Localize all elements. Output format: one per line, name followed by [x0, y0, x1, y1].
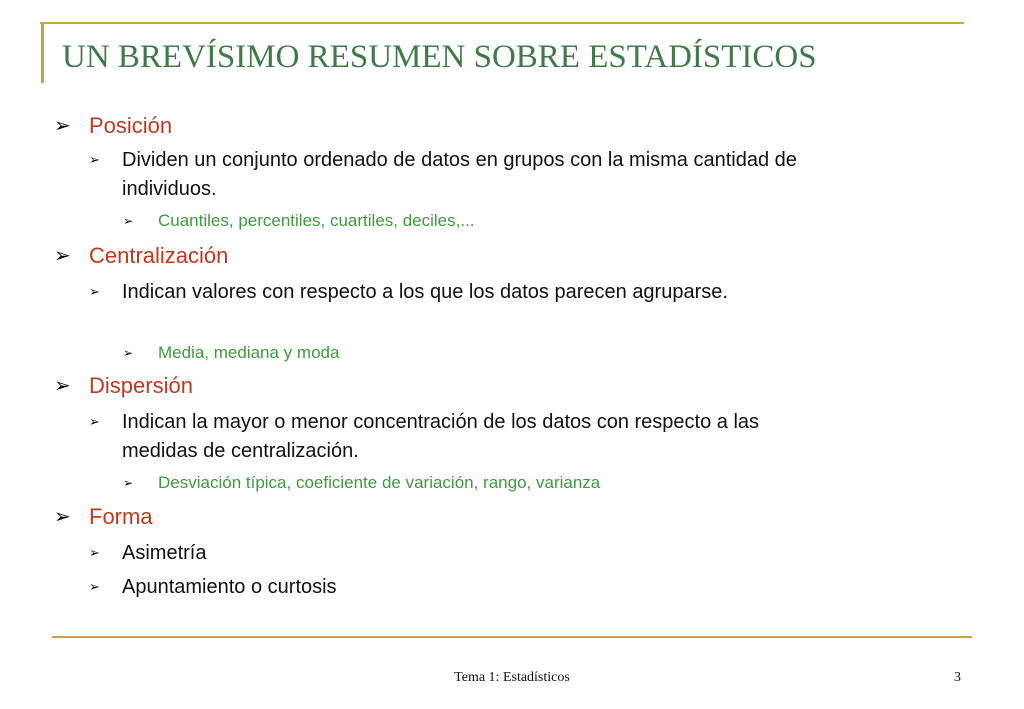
- item-text: Indican la mayor o menor concentración de los datos con respecto a las medidas de centralización.: [122, 411, 760, 462]
- section-label: Posición: [89, 113, 173, 138]
- arrow-bullet-icon: ➢: [54, 506, 71, 528]
- small-arrow-bullet-icon: ➢: [89, 414, 100, 429]
- section-heading: [54, 503, 954, 533]
- small-arrow-bullet-icon: ➢: [89, 545, 100, 560]
- item-text: Indican valores con respecto a los que los datos parecen agruparse.: [122, 281, 728, 303]
- sub-item-text: Cuantiles, percentiles, cuartiles, deciles,...: [158, 211, 475, 230]
- sub-item-text: Media, mediana y moda: [158, 343, 340, 362]
- arrow-bullet-icon: ➢: [54, 115, 71, 137]
- section-posicion: [54, 112, 954, 230]
- section-label: Centralización: [89, 243, 229, 268]
- section-heading: [54, 112, 954, 142]
- left-rule: [41, 22, 44, 83]
- arrow-bullet-icon: ➢: [54, 375, 71, 397]
- slide-title: UN BREVÍSIMO RESUMEN SOBRE ESTADÍSTICOS: [62, 39, 817, 75]
- section-label: Dispersión: [89, 373, 193, 398]
- small-arrow-bullet-icon: ➢: [123, 214, 134, 228]
- section-label: Forma: [89, 504, 153, 529]
- arrow-bullet-icon: ➢: [54, 245, 71, 267]
- section-heading: [54, 242, 954, 272]
- small-arrow-bullet-icon: ➢: [89, 579, 100, 594]
- small-arrow-bullet-icon: ➢: [123, 476, 134, 490]
- page-number: 3: [954, 670, 961, 685]
- section-dispersion: [54, 372, 954, 492]
- item-text: Apuntamiento o curtosis: [122, 576, 337, 598]
- section-heading: [54, 372, 954, 402]
- small-arrow-bullet-icon: ➢: [89, 284, 100, 299]
- small-arrow-bullet-icon: ➢: [123, 346, 134, 360]
- item-text: Asimetría: [122, 542, 207, 564]
- small-arrow-bullet-icon: ➢: [89, 152, 100, 167]
- item-text: Dividen un conjunto ordenado de datos en grupos con la misma cantidad de individuos.: [122, 149, 797, 200]
- sub-item-text: Desviación típica, coeficiente de variación, rango, varianza: [158, 473, 601, 492]
- section-centralizacion: [54, 242, 954, 362]
- footer-title: Tema 1: Estadísticos: [454, 670, 570, 685]
- top-rule: [40, 22, 964, 24]
- bottom-rule: [52, 636, 972, 638]
- section-forma: [54, 503, 954, 598]
